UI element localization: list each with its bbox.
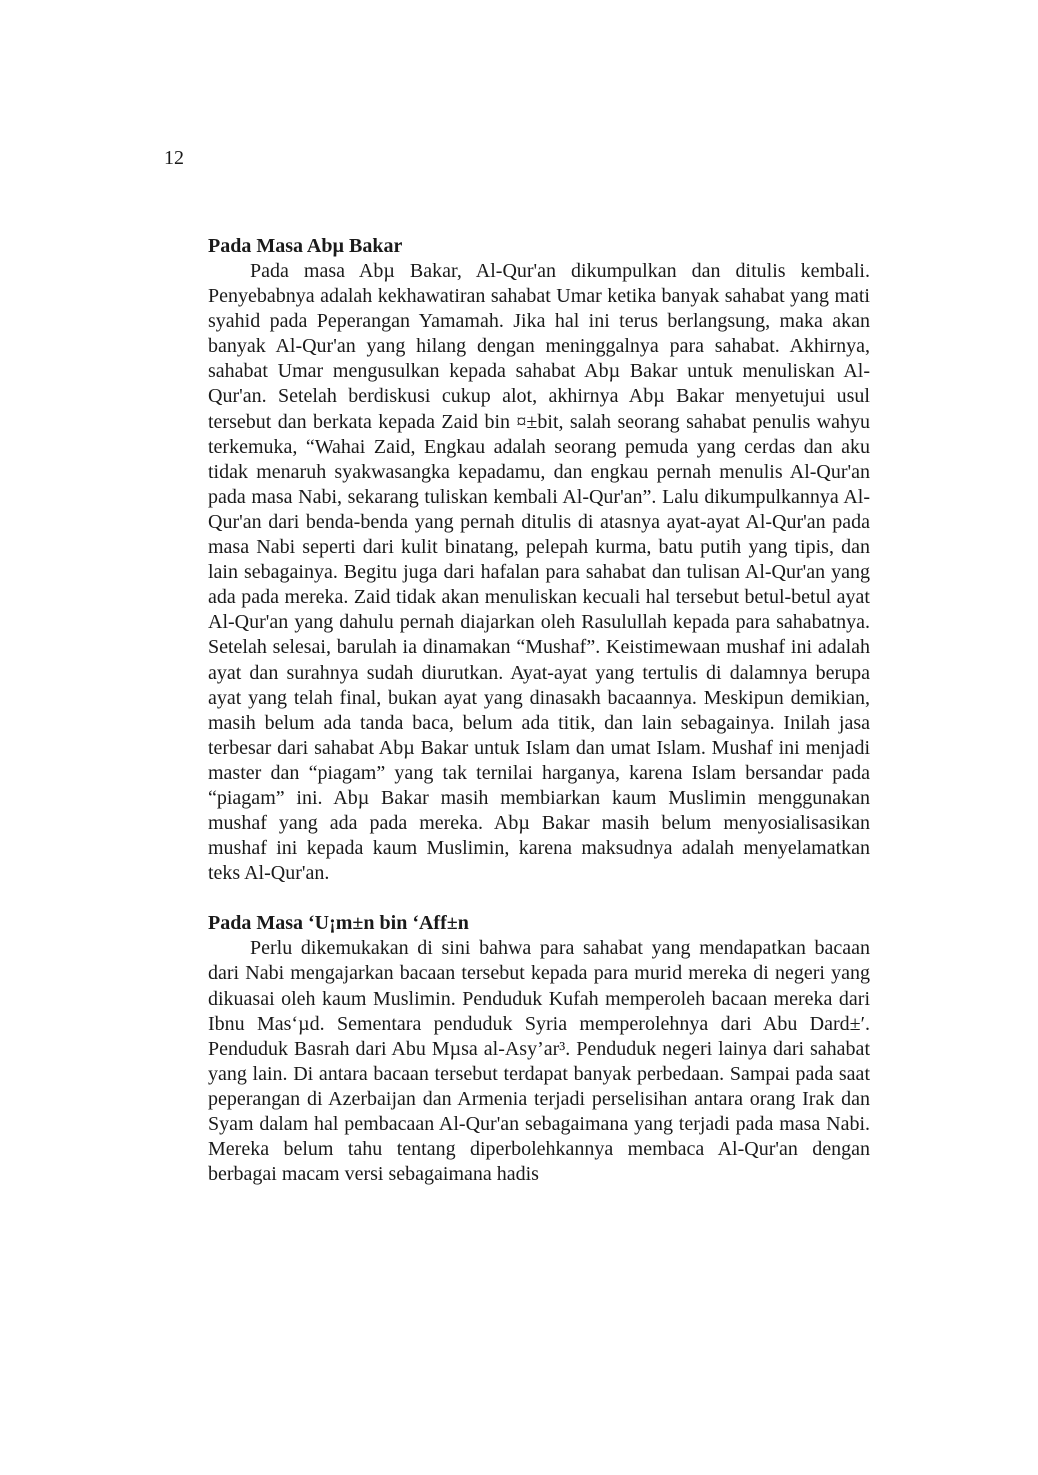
page-body (208, 234, 870, 1187)
section-heading-utsman: Pada Masa ‘U¡m±n bin ‘Aff±n (208, 912, 469, 935)
section-spacer (208, 886, 870, 911)
section-heading-abu-bakar: Pada Masa Abµ Bakar (208, 235, 403, 257)
page-number: 12 (164, 147, 184, 169)
paragraph-utsman: Perlu dikemukakan di sini bahwa para sahabat yang mendapatkan bacaan dari Nabi mengajarkan bacaan tersebut kepada para murid mereka di negeri yang dikuasai oleh kaum Muslimin. Penduduk Kufah memperoleh bacaan mereka dari Ibnu Mas‘µd. Sementara penduduk Syria memperolehnya dari Abu Dard±′. Penduduk Basrah dari Abu Mµsa al-Asy’ar³. Penduduk negeri lainya dari sahabat yang lain. Di antara bacaan tersebut terdapat banyak perbedaan. Sampai pada saat peperangan di Azerbaijan dan Armenia terjadi perselisihan antara orang Irak dan Syam dalam hal pembacaan Al-Qur'an sebagaimana yang terjadi pada masa Nabi. Mereka belum tahu tentang diperbolehkannya membaca Al-Qur'an dengan berbagai macam versi sebagaimana hadis (208, 937, 870, 1186)
paragraph-abu-bakar: Pada masa Abµ Bakar, Al-Qur'an dikumpulkan dan ditulis kembali. Penyebabnya adalah kekhawatiran sahabat Umar ketika banyak sahabat yang mati syahid pada Peperangan Yamamah. Jika hal ini terus berlangsung, maka akan banyak Al-Qur'an yang hilang dengan meninggalnya para sahabat. Akhirnya, sahabat Umar mengusulkan kepada sahabat Abµ Bakar untuk menuliskan Al-Qur'an. Setelah berdiskusi cukup alot, akhirnya Abµ Bakar menyetujui usul tersebut dan berkata kepada Zaid bin ¤±bit, salah seorang sahabat penulis wahyu terkemuka, “Wahai Zaid, Engkau adalah seorang pemuda yang cerdas dan aku tidak menaruh syakwasangka kepadamu, dan engkau pernah menulis Al-Qur'an pada masa Nabi, sekarang tuliskan kembali Al-Qur'an”. Lalu dikumpulkannya Al-Qur'an dari benda-benda yang pernah ditulis di atasnya ayat-ayat Al-Qur'an pada masa Nabi seperti dari kulit binatang, pelepah kurma, batu putih yang tipis, dan lain sebagainya. Begitu juga dari hafalan para sahabat dan tulisan Al-Qur'an yang ada pada mereka. Zaid tidak akan menuliskan kecuali hal tersebut betul-betul ayat Al-Qur'an yang dahulu pernah diajarkan oleh Rasulullah kepada para sahabatnya. Setelah selesai, barulah ia dinamakan “Mushaf”. Keistimewaan mushaf ini adalah ayat dan surahnya sudah diurutkan. Ayat-ayat yang tertulis di dalamnya berupa ayat yang telah final, bukan ayat yang dinasakh bacaannya. Meskipun demikian, masih belum ada tanda baca, belum ada titik, dan lain sebagainya. Inilah jasa terbesar dari sahabat Abµ Bakar untuk Islam dan umat Islam. Mushaf ini menjadi master dan “piagam” yang tak ternilai harganya, karena Islam bersandar pada “piagam” ini. Abµ Bakar masih membiarkan kaum Muslimin menggunakan mushaf yang ada pada mereka. Abµ Bakar masih belum menyosialisasikan mushaf ini kepada kaum Muslimin, karena maksudnya adalah menyelamatkan teks Al-Qur'an. (208, 260, 870, 885)
